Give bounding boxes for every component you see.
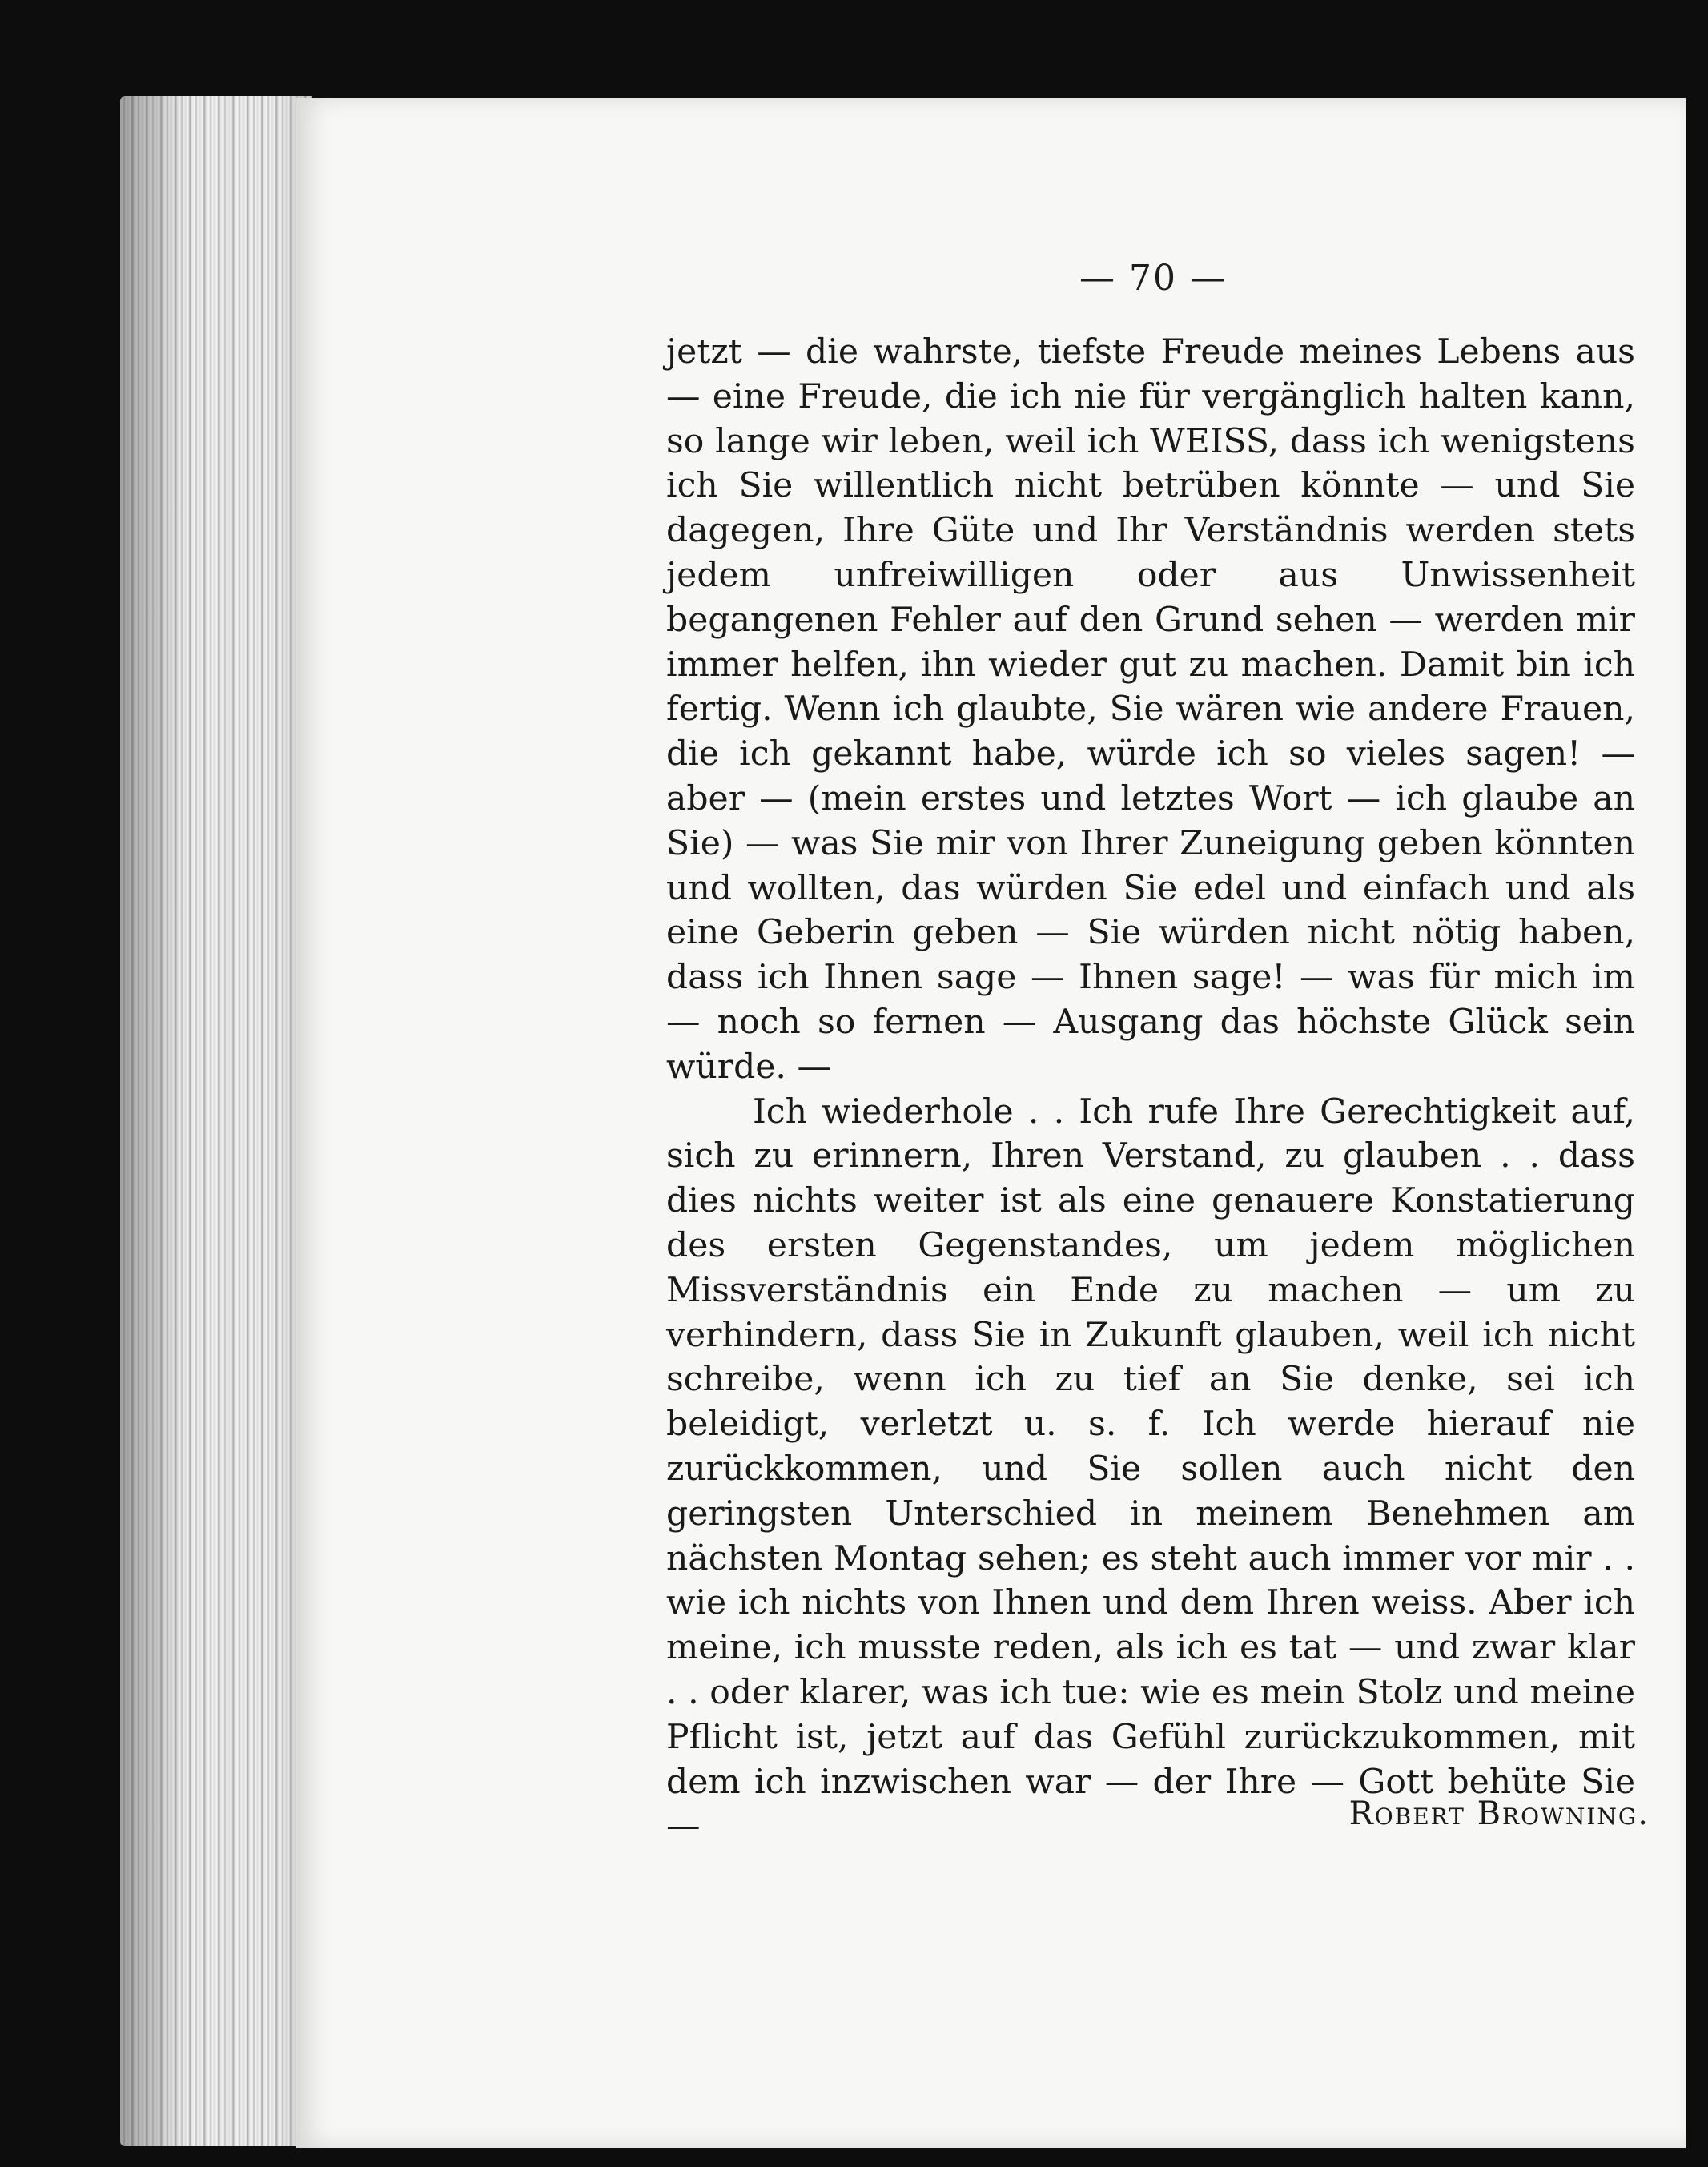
book-page-edges — [120, 96, 312, 2146]
signature: Robert Browning. — [1348, 1795, 1650, 1832]
paragraph-2: Ich wiederhole . . Ich rufe Ihre Gerechtigkeit auf, sich zu erinnern, Ihren Verstand, zu glauben . . dass dies nichts weiter ist als eine genauere Konstatierung des ersten Gegenstandes, um jedem möglichen Missverständnis ein Ende zu machen — um zu verhindern, dass Sie in Zukunft glauben, weil ich nicht schreibe, wenn ich zu tief an Sie denke, sei ich beleidigt, verletzt u. s. f. Ich werde hierauf nie zurückkommen, und Sie sollen auch nicht den geringsten Unterschied in meinem Benehmen am nächsten Montag sehen; es steht auch immer vor mir . . wie ich nichts von Ihnen und dem Ihren weiss. Aber ich meine, ich musste reden, als ich es tat — und zwar klar . . oder klarer, was ich tue: wie es mein Stolz und meine Pflicht ist, jetzt auf das Gefühl zurückzukommen, mit dem ich inzwischen war — der Ihre — Gott behüte Sie — — [666, 1092, 1635, 1847]
paragraph-1: jetzt — die wahrste, tiefste Freude meines Lebens aus — eine Freude, die ich nie für vergänglich halten kann, so lange wir leben, weil ich WEISS, dass ich wenigstens ich Sie willentlich nicht betrüben könnte — und Sie dagegen, Ihre Güte und Ihr Verständnis werden stets jedem unfreiwilligen oder aus Unwissenheit begangenen Fehler auf den Grund sehen — werden mir immer helfen, ihn wieder gut zu machen. Damit bin ich fertig. Wenn ich glaubte, Sie wären wie andere Frauen, die ich gekannt habe, würde ich so vieles sagen! — aber — (mein erstes und letztes Wort — ich glaube an Sie) — was Sie mir von Ihrer Zuneigung geben könnten und wollten, das würden Sie edel und einfach und als eine Geberin geben — Sie würden nicht nötig haben, dass ich Ihnen sage — Ihnen sage! — was für mich im — noch so fernen — Ausgang das höchste Glück sein würde. — — [666, 332, 1635, 1087]
letter-text — [666, 330, 1635, 1849]
page-number: — 70 — — [1079, 258, 1227, 299]
